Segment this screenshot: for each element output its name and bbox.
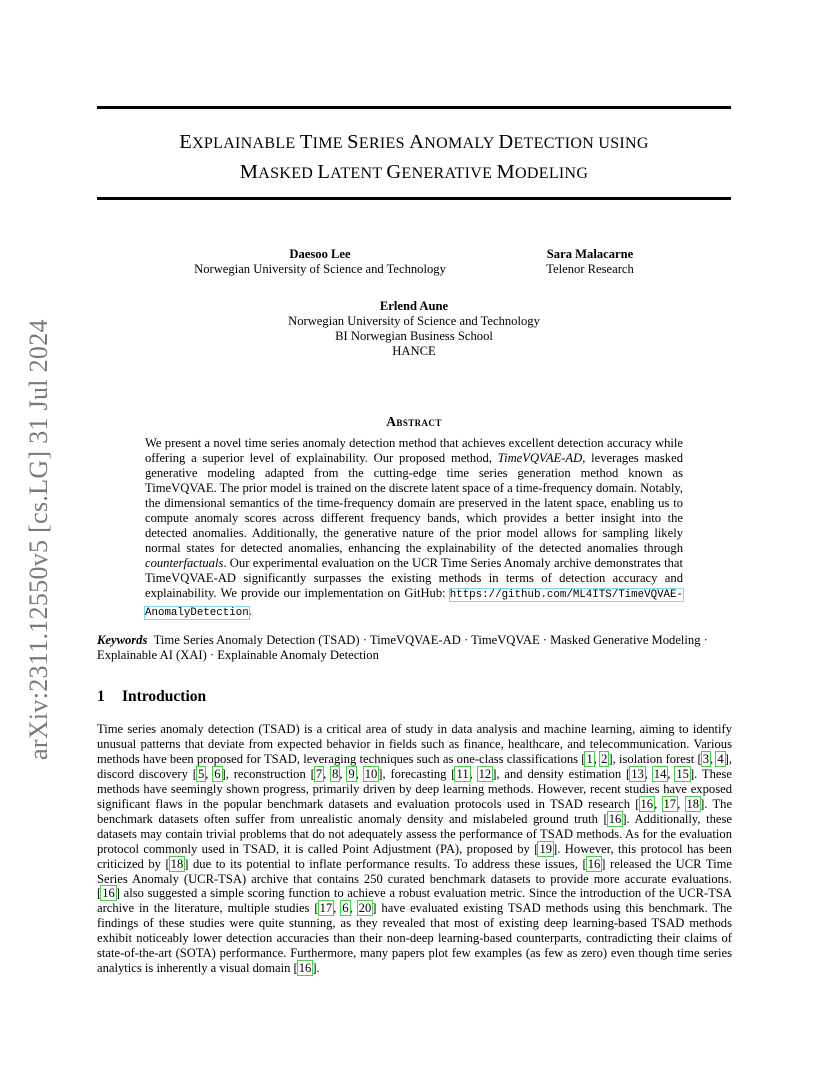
citation-link[interactable]: 17 xyxy=(663,796,677,811)
title-sc: XPLAINABLE xyxy=(192,135,300,152)
citation-link[interactable]: 2 xyxy=(601,751,608,766)
title-sc: ODELING xyxy=(515,165,589,182)
text-segment: ] have evaluated existing TSAD methods using this benchmark. The findings of these studies were quite stunning, as they revealed that most of existing deep learning-based TSAD methods exhibit noticeably lower detection accuracies than their non-deep learning-based counterparts, contradicting their claims of state-of-the-art (SOTA) performance. Furthermore, many papers plot few examples (as few as zero) even though time series analytics is inherently a visual domain [ xyxy=(97,901,733,976)
citation-link[interactable]: 20 xyxy=(358,901,372,916)
citation-link[interactable]: 16 xyxy=(608,811,622,826)
author-affiliation: Telenor Research xyxy=(546,262,634,276)
citation-link[interactable]: 19 xyxy=(539,841,553,856)
text-segment: ] due to its potential to inflate performance results. To address these issues, [ xyxy=(184,856,587,871)
citation-link[interactable]: 4 xyxy=(717,751,724,766)
text-segment: ]. The benchmark datasets often suffer from unrealistic anomaly density and mislabeled ground truth [ xyxy=(97,796,733,826)
section-title: Introduction xyxy=(122,688,207,705)
citation-link[interactable]: 16 xyxy=(298,961,312,976)
text-segment: Time series anomaly detection (TSAD) is a critical area of study in data analysis and machine learning, aiming to identify unusual patterns that deviate from expected behavior in fields such as finance, healthcare, and telecommunication. Various methods have been proposed for TSAD, leveraging techniques such as one-class classifications [ xyxy=(97,722,732,766)
text-segment: ] released the UCR Time Series Anomaly (UCR-TSA) archive that contains 250 curated benchmark datasets to provide more accurate evaluations. [ xyxy=(97,856,732,901)
citation-link[interactable]: 12 xyxy=(478,766,492,781)
keywords-label: Keywords xyxy=(97,633,148,647)
author-affiliation: Norwegian University of Science and Technology xyxy=(194,262,446,276)
author-affiliation: Norwegian University of Science and Technology xyxy=(288,314,540,328)
text-segment: ]. However, this protocol has been criticized by [ xyxy=(97,841,732,871)
citation-link[interactable]: 6 xyxy=(342,901,349,916)
title-line-2 xyxy=(97,158,731,188)
title-cap: T xyxy=(299,131,313,153)
citation-link[interactable]: 8 xyxy=(332,766,339,781)
citation-link[interactable]: 5 xyxy=(197,766,205,781)
author-affiliation: BI Norwegian Business School xyxy=(335,329,493,343)
introduction-paragraph: Time series anomaly detection (TSAD) is a critical area of study in data analysis and machine learning, aiming to identify unusual patterns that deviate from expected behavior in fields such as finance, healthcare, and telecommunication. Various methods have been proposed for TSAD, leveraging techniques such as one-class classifications [1, 2], isolation forest [3, 4], discord discovery [5, 6], reconstruction [7, 8, 9, 10], forecasting [11, 12], and density estimation [13, 14, 15]. These methods have seemingly shown progress, primarily driven by deep learning methods. However, recent studies have exposed significant flaws in the popular benchmark datasets and evaluation protocols used in TSAD research [16, 17, 18]. The benchmark datasets often suffer from unrealistic anomaly density and mislabeled ground truth [16]. Additionally, these datasets may contain trivial problems that do not adequately assess the performance of TSAD methods. As for the evaluation protocol commonly used in TSAD, it is called Point Adjustment (PA), proposed by [19]. However, this protocol has been criticized by [18] due to its potential to inflate performance results. To address these issues, [16] released the UCR Time Series Anomaly (UCR-TSA) archive that contains 250 curated benchmark datasets to provide more accurate evaluations. [16] also suggested a simple scoring function to achieve a robust evaluation metric. Since the introduction of the UCR-TSA archive in the literature, multiple studies [17, 6, 20] have evaluated existing TSAD methods using this benchmark. The findings of these studies were quite stunning, as they revealed that most of existing deep learning-based TSAD methods exhibit noticeably lower detection accuracies than their non-deep learning-based counterparts, contradicting their claims of state-of-the-art (SOTA) performance. Furthermore, many papers plot few examples (as few as zero) even though time series analytics is inherently a visual domain [16]. xyxy=(97,722,733,976)
author-block xyxy=(520,247,660,277)
text-segment: ], and density estimation [ xyxy=(492,766,631,781)
title-cap: M xyxy=(239,161,259,183)
citation-link[interactable]: 9 xyxy=(348,766,355,781)
keywords-text: Time Series Anomaly Detection (TSAD) · TimeVQVAE-AD · TimeVQVAE · Masked Generative Modeling · Explainable AI (XAI) · Explainable Anomaly Detection xyxy=(97,633,708,663)
title-sc: ETECTION USING xyxy=(513,135,649,152)
citation-link[interactable]: 10 xyxy=(364,766,378,781)
title-sc: ATENT xyxy=(330,165,387,182)
github-link[interactable]: https://github.com/ML4ITS/TimeVQVAE-AnomalyDetection xyxy=(145,589,683,619)
section-number: 1 xyxy=(97,688,105,705)
author-affiliation: HANCE xyxy=(392,344,436,358)
abstract-segment: . Our experimental evaluation on the UCR Time Series Anomaly archive demonstrates that TimeVQVAE-AD significantly surpasses the existing methods in terms of detection accuracy and explainability. We provide our implementation on GitHub: xyxy=(145,556,683,601)
text-segment: ]. xyxy=(312,961,320,976)
abstract-segment: We present a novel time series anomaly detection method that achieves excellent detection accuracy while offering a superior level of explainability. Our proposed method, xyxy=(145,436,683,466)
text-segment: ], reconstruction [ xyxy=(221,766,315,781)
citation-link[interactable]: 15 xyxy=(676,766,689,781)
arxiv-side-stamp: arXiv:2311.12550v5 [cs.LG] 31 Jul 2024 xyxy=(24,319,53,760)
title-rule-top xyxy=(97,106,731,109)
title-line-1 xyxy=(97,128,731,158)
citation-link[interactable]: 3 xyxy=(702,751,709,766)
author-name: Daesoo Lee xyxy=(289,247,351,261)
title-sc: ENERATIVE xyxy=(401,165,497,182)
abstract-segment: . xyxy=(248,603,252,618)
citation-link[interactable]: 14 xyxy=(653,766,667,781)
abstract-text xyxy=(145,436,683,621)
citation-link[interactable]: 11 xyxy=(456,766,469,781)
text-segment: ], forecasting [ xyxy=(378,766,456,781)
keywords xyxy=(97,633,731,663)
citation-link[interactable]: 7 xyxy=(315,766,323,781)
citation-link[interactable]: 1 xyxy=(586,751,593,766)
title-cap: M xyxy=(496,161,516,183)
citation-link[interactable]: 16 xyxy=(640,796,654,811)
citation-link[interactable]: 17 xyxy=(319,901,333,916)
title-cap: E xyxy=(179,131,193,153)
citation-link[interactable]: 16 xyxy=(102,886,115,901)
citation-link[interactable]: 6 xyxy=(214,766,221,781)
title-sc: ASKED xyxy=(258,165,318,182)
author-block xyxy=(214,299,614,359)
title-cap: A xyxy=(409,131,425,153)
author-name: Erlend Aune xyxy=(379,299,449,313)
emphasis-counterfactuals: counterfactuals xyxy=(145,556,224,571)
text-segment: ] also suggested a simple scoring function to achieve a robust evaluation metric. Since the introduction of the UCR-TSA archive in the literature, multiple studies [ xyxy=(97,886,732,916)
title-sc: NOMALY xyxy=(424,135,499,152)
title-rule-bottom xyxy=(97,197,731,200)
citation-link[interactable]: 13 xyxy=(631,766,644,781)
text-segment: ]. Additionally, these datasets may contain trivial problems that do not adequately assess the performance of TSAD methods. As for the evaluation protocol commonly used in TSAD, it is called Point Adjustment (PA), proposed by [ xyxy=(97,811,732,856)
title-cap: G xyxy=(386,161,402,183)
citation-link[interactable]: 18 xyxy=(170,856,184,871)
paper-title xyxy=(97,128,731,188)
abstract-segment: , leverages masked generative modeling adapted from the cutting-edge time series generation method known as TimeVQVAE. The prior model is trained on the discrete latent space of a time-frequency domain. Notably, the dimensional semantics of the time-frequency domain are preserved in the latent space, enabling us to compute anomaly scores across different frequency bands, which provides a better insight into the detected anomalies. Additionally, the generative nature of the prior model allows for sampling likely normal states for detected anomalies, enhancing the explainability of the detected anomalies through xyxy=(145,451,683,556)
title-sc: IME xyxy=(312,135,348,152)
title-cap: S xyxy=(347,131,359,153)
text-segment: ]. These methods have seemingly shown progress, primarily driven by deep learning methods. However, recent studies have exposed significant flaws in the popular benchmark datasets and evaluation protocols used in TSAD research [ xyxy=(97,766,733,811)
author-block xyxy=(160,247,480,277)
method-name: TimeVQVAE-AD xyxy=(497,451,583,466)
citation-link[interactable]: 16 xyxy=(587,856,601,871)
title-cap: L xyxy=(317,161,331,183)
text-segment: ], discord discovery [ xyxy=(97,751,733,781)
title-cap: D xyxy=(498,131,514,153)
title-sc: ERIES xyxy=(358,135,410,152)
author-name: Sara Malacarne xyxy=(546,247,634,261)
text-segment: ], isolation forest [ xyxy=(608,751,702,766)
citation-link[interactable]: 18 xyxy=(686,796,700,811)
abstract-heading: Abstract xyxy=(386,414,442,429)
section-heading xyxy=(97,688,206,706)
